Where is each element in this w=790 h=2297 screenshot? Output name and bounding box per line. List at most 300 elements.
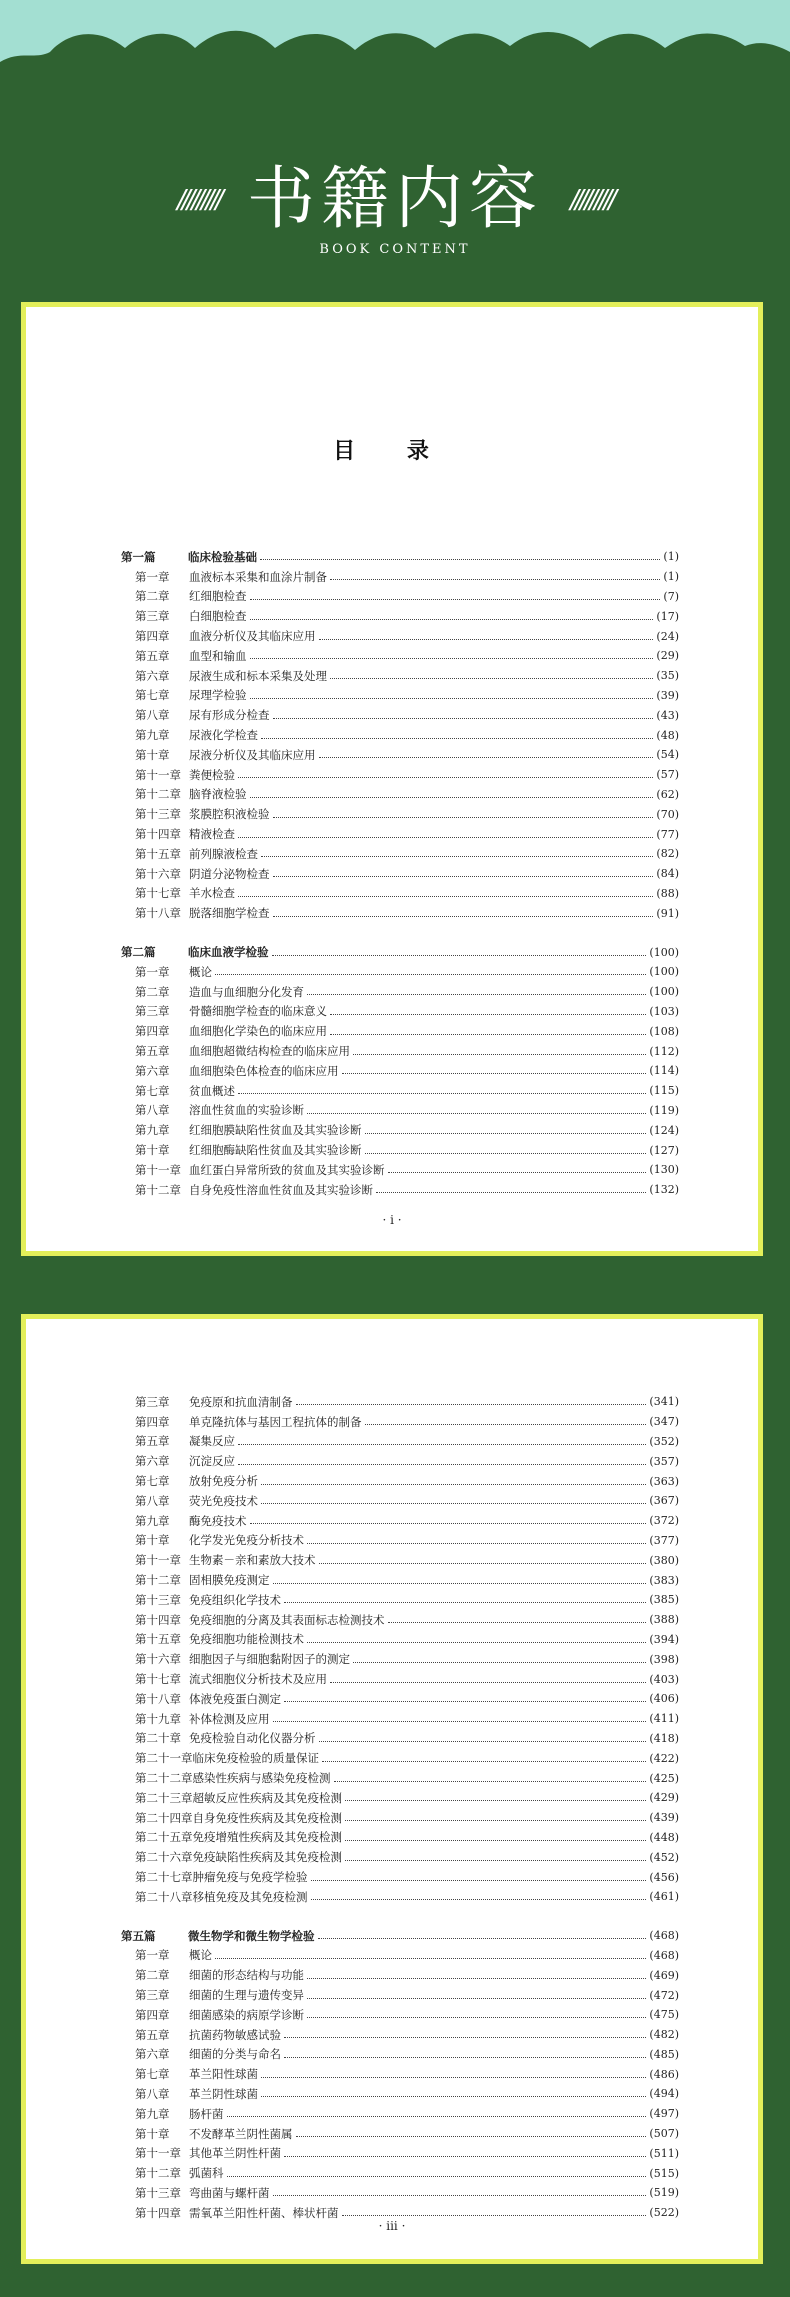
entry-title: 放射免疫分析 xyxy=(189,1474,258,1489)
entry-title: 自身免疫性溶血性贫血及其实验诊断 xyxy=(189,1182,373,1197)
leader-dots xyxy=(330,1034,646,1035)
toc-chapter-entry[interactable] xyxy=(121,1669,679,1689)
leader-dots xyxy=(296,1404,647,1405)
entry-number: 第十四章 xyxy=(135,827,181,842)
leader-dots xyxy=(273,2195,647,2196)
toc-chapter-entry[interactable] xyxy=(121,2124,679,2144)
entry-number: 第九章 xyxy=(135,1513,170,1528)
toc-chapter-entry[interactable] xyxy=(121,1180,679,1200)
entry-number: 第二十八章 xyxy=(135,1889,193,1904)
leader-dots xyxy=(273,817,654,818)
entry-number: 第八章 xyxy=(135,1493,170,1508)
slash-decoration-right: ///////// xyxy=(570,185,613,215)
entry-page: (418) xyxy=(649,1731,679,1745)
leader-dots xyxy=(284,2156,646,2157)
entry-title: 沉淀反应 xyxy=(189,1454,235,1469)
entry-title: 超敏反应性疾病及其免疫检测 xyxy=(192,1790,342,1805)
toc-list xyxy=(121,1392,679,2223)
entry-number: 第十四章 xyxy=(135,2205,181,2220)
leader-dots xyxy=(353,1054,646,1055)
entry-number: 第二十一章 xyxy=(135,1751,193,1766)
entry-page: (70) xyxy=(656,807,679,821)
entry-number: 第三章 xyxy=(135,1394,170,1409)
entry-page: (100) xyxy=(649,965,679,979)
toc-chapter-entry[interactable] xyxy=(121,705,679,725)
entry-page: (35) xyxy=(656,669,679,683)
entry-title: 免疫原和抗血清制备 xyxy=(189,1394,293,1409)
entry-title: 尿液生成和标本采集及处理 xyxy=(189,668,327,683)
leader-dots xyxy=(296,2136,647,2137)
entry-page: (100) xyxy=(649,985,679,999)
entry-number: 第十一章 xyxy=(135,767,181,782)
leader-dots xyxy=(388,1622,647,1623)
toc-chapter-entry[interactable] xyxy=(121,587,679,607)
toc-chapter-entry[interactable] xyxy=(121,2025,679,2045)
entry-page: (57) xyxy=(656,768,679,782)
entry-number: 第十五章 xyxy=(135,846,181,861)
entry-title: 免疫检验自动化仪器分析 xyxy=(189,1731,316,1746)
toc-chapter-entry[interactable] xyxy=(121,686,679,706)
entry-page: (347) xyxy=(649,1415,679,1429)
leader-dots xyxy=(273,1721,647,1722)
leader-dots xyxy=(330,1014,646,1015)
entry-title: 生物素－亲和素放大技术 xyxy=(189,1553,316,1568)
entry-page: (1) xyxy=(663,550,679,564)
entry-title: 免疫细胞的分离及其表面标志检测技术 xyxy=(189,1612,385,1627)
entry-number: 第十三章 xyxy=(135,807,181,822)
entry-number: 第六章 xyxy=(135,2047,170,2062)
entry-page: (468) xyxy=(649,1948,679,1962)
page-number: · iii · xyxy=(378,2219,406,2233)
toc-chapter-entry[interactable] xyxy=(121,1531,679,1551)
toc-part-entry[interactable] xyxy=(121,547,679,567)
entry-page: (515) xyxy=(649,2166,679,2180)
toc-chapter-entry[interactable] xyxy=(121,765,679,785)
toc-chapter-entry[interactable] xyxy=(121,804,679,824)
entry-number: 第二十四章 xyxy=(135,1810,193,1825)
leader-dots xyxy=(260,559,660,560)
entry-page: (388) xyxy=(649,1613,679,1627)
leader-dots xyxy=(307,994,646,995)
entry-title: 脑脊液检验 xyxy=(189,787,247,802)
entry-title: 肿瘤免疫与免疫学检验 xyxy=(192,1870,308,1885)
entry-page: (380) xyxy=(649,1553,679,1567)
entry-title: 尿有形成分检查 xyxy=(189,708,270,723)
entry-title: 临床血液学检验 xyxy=(188,945,269,960)
entry-title: 革兰阳性球菌 xyxy=(189,2067,258,2082)
toc-chapter-entry[interactable] xyxy=(121,2183,679,2203)
leader-dots xyxy=(319,1563,647,1564)
entry-number: 第二十二章 xyxy=(135,1771,193,1786)
entry-number: 第九章 xyxy=(135,2106,170,2121)
leader-dots xyxy=(330,678,653,679)
entry-number: 第四章 xyxy=(135,1414,170,1429)
entry-title: 粪便检验 xyxy=(189,767,235,782)
entry-page: (394) xyxy=(649,1632,679,1646)
entry-page: (494) xyxy=(649,2087,679,2101)
entry-title: 细菌的形态结构与功能 xyxy=(189,1968,304,1983)
entry-page: (367) xyxy=(649,1494,679,1508)
toc-chapter-entry[interactable] xyxy=(121,1610,679,1630)
entry-page: (511) xyxy=(649,2146,679,2160)
entry-number: 第十四章 xyxy=(135,1612,181,1627)
entry-title: 尿液化学检查 xyxy=(189,728,258,743)
leader-dots xyxy=(250,599,661,600)
toc-chapter-entry[interactable] xyxy=(121,1887,679,1907)
entry-title: 临床检验基础 xyxy=(188,549,257,564)
entry-number: 第十二章 xyxy=(135,1573,181,1588)
leader-dots xyxy=(238,837,653,838)
entry-number: 第九章 xyxy=(135,1123,170,1138)
entry-page: (100) xyxy=(649,945,679,959)
toc-chapter-entry[interactable] xyxy=(121,1412,679,1432)
entry-title: 补体检测及应用 xyxy=(189,1711,270,1726)
section-header xyxy=(0,150,790,270)
toc-chapter-entry[interactable] xyxy=(121,2104,679,2124)
entry-page: (452) xyxy=(649,1850,679,1864)
entry-number: 第八章 xyxy=(135,708,170,723)
entry-title: 抗菌药物敏感试验 xyxy=(189,2027,281,2042)
entry-number: 第四章 xyxy=(135,1024,170,1039)
toc-chapter-entry[interactable] xyxy=(121,1392,679,1412)
toc-chapter-entry[interactable] xyxy=(121,1808,679,1828)
entry-title: 造血与血细胞分化发育 xyxy=(189,984,304,999)
leader-dots xyxy=(365,1153,647,1154)
leader-dots xyxy=(272,955,647,956)
entry-page: (429) xyxy=(649,1791,679,1805)
leader-dots xyxy=(215,974,646,975)
entry-title: 凝集反应 xyxy=(189,1434,235,1449)
toc-chapter-entry[interactable] xyxy=(121,2005,679,2025)
entry-title: 细菌的生理与遗传变异 xyxy=(189,1988,304,2002)
entry-title: 白细胞检查 xyxy=(189,609,247,624)
entry-number: 第九章 xyxy=(135,728,170,743)
toc-chapter-entry[interactable] xyxy=(121,725,679,745)
entry-page: (88) xyxy=(656,886,679,900)
toc-heading: 目 录 xyxy=(333,438,451,464)
toc-chapter-entry[interactable] xyxy=(121,1709,679,1729)
toc-chapter-entry[interactable] xyxy=(121,1550,679,1570)
entry-number: 第二十章 xyxy=(135,1731,181,1746)
entry-title: 临床免疫检验的质量保证 xyxy=(192,1751,319,1766)
toc-chapter-entry[interactable] xyxy=(121,962,679,982)
leader-dots xyxy=(238,1093,646,1094)
toc-chapter-entry[interactable] xyxy=(121,1140,679,1160)
entry-number: 第一章 xyxy=(135,964,170,979)
leader-dots xyxy=(307,1642,646,1643)
leader-dots xyxy=(227,2176,647,2177)
leader-dots xyxy=(273,916,654,917)
toc-chapter-entry[interactable] xyxy=(121,1729,679,1749)
toc-chapter-entry[interactable] xyxy=(121,1649,679,1669)
entry-title: 免疫细胞功能检测技术 xyxy=(189,1632,304,1647)
entry-title: 流式细胞仪分析技术及应用 xyxy=(189,1672,327,1687)
toc-chapter-entry[interactable] xyxy=(121,864,679,884)
entry-number: 第八章 xyxy=(135,1103,170,1118)
entry-page: (115) xyxy=(649,1084,679,1098)
entry-number: 第五章 xyxy=(135,1434,170,1449)
entry-page: (482) xyxy=(649,2028,679,2042)
leader-dots xyxy=(319,757,654,758)
entry-title: 羊水检查 xyxy=(189,886,235,901)
entry-title: 体液免疫蛋白测定 xyxy=(189,1691,281,1706)
entry-title: 细菌的分类与命名 xyxy=(189,2047,281,2062)
leader-dots xyxy=(261,1484,646,1485)
entry-page: (103) xyxy=(649,1004,679,1018)
entry-number: 第十三章 xyxy=(135,2185,181,2200)
entry-page: (507) xyxy=(649,2127,679,2141)
toc-chapter-entry[interactable] xyxy=(121,1471,679,1491)
toc-chapter-entry[interactable] xyxy=(121,1120,679,1140)
entry-number: 第四章 xyxy=(135,2007,170,2022)
entry-page: (472) xyxy=(649,1988,679,2002)
entry-page: (377) xyxy=(649,1533,679,1547)
toc-chapter-entry[interactable] xyxy=(121,2163,679,2183)
entry-page: (39) xyxy=(656,688,679,702)
toc-chapter-entry[interactable] xyxy=(121,1768,679,1788)
entry-title: 免疫缺陷性疾病及其免疫检测 xyxy=(192,1850,342,1865)
section-title: 书籍内容 xyxy=(246,160,543,239)
toc-chapter-entry[interactable] xyxy=(121,626,679,646)
toc-chapter-entry[interactable] xyxy=(121,844,679,864)
leader-dots xyxy=(238,777,653,778)
toc-chapter-entry[interactable] xyxy=(121,1021,679,1041)
entry-page: (485) xyxy=(649,2047,679,2061)
toc-spacer xyxy=(121,1907,679,1926)
leader-dots xyxy=(342,1073,647,1074)
entry-title: 浆膜腔积液检验 xyxy=(189,807,270,822)
entry-title: 精液检查 xyxy=(189,827,235,842)
entry-number: 第五章 xyxy=(135,2027,170,2042)
section-subtitle: BOOK CONTENT xyxy=(319,242,471,257)
leader-dots xyxy=(345,1860,646,1861)
entry-title: 阴道分泌物检查 xyxy=(189,866,270,881)
entry-title: 化学发光免疫分析技术 xyxy=(189,1533,304,1548)
entry-page: (398) xyxy=(649,1652,679,1666)
toc-chapter-entry[interactable] xyxy=(121,1081,679,1101)
entry-page: (468) xyxy=(649,1929,679,1943)
toc-chapter-entry[interactable] xyxy=(121,1867,679,1887)
toc-chapter-entry[interactable] xyxy=(121,2064,679,2084)
leader-dots xyxy=(345,1800,646,1801)
entry-number: 第六章 xyxy=(135,1454,170,1469)
entry-title: 革兰阴性球菌 xyxy=(189,2086,258,2101)
entry-page: (119) xyxy=(649,1103,679,1117)
entry-title: 酶免疫技术 xyxy=(189,1513,247,1528)
toc-chapter-entry[interactable] xyxy=(121,1570,679,1590)
entry-title: 其他革兰阴性杆菌 xyxy=(189,2146,281,2161)
entry-number: 第十一章 xyxy=(135,1162,181,1177)
toc-chapter-entry[interactable] xyxy=(121,1160,679,1180)
toc-chapter-entry[interactable] xyxy=(121,884,679,904)
entry-page: (54) xyxy=(656,748,679,762)
leader-dots xyxy=(307,1543,646,1544)
entry-number: 第六章 xyxy=(135,668,170,683)
toc-list xyxy=(121,547,679,1200)
toc-chapter-entry[interactable] xyxy=(121,982,679,1002)
entry-title: 血细胞染色体检查的临床应用 xyxy=(189,1063,339,1078)
leader-dots xyxy=(238,1444,646,1445)
leader-dots xyxy=(284,2057,646,2058)
entry-number: 第十一章 xyxy=(135,1553,181,1568)
entry-number: 第二十六章 xyxy=(135,1850,193,1865)
leader-dots xyxy=(284,1701,646,1702)
entry-page: (77) xyxy=(656,827,679,841)
toc-part-entry[interactable] xyxy=(121,1926,679,1946)
entry-page: (29) xyxy=(656,649,679,663)
toc-chapter-entry[interactable] xyxy=(121,2143,679,2163)
leader-dots xyxy=(261,1503,646,1504)
toc-chapter-entry[interactable] xyxy=(121,903,679,923)
entry-page: (17) xyxy=(656,609,679,623)
toc-chapter-entry[interactable] xyxy=(121,1101,679,1121)
toc-chapter-entry[interactable] xyxy=(121,1965,679,1985)
entry-page: (341) xyxy=(649,1395,679,1409)
entry-title: 免疫组织化学技术 xyxy=(189,1592,281,1607)
toc-chapter-entry[interactable] xyxy=(121,1451,679,1471)
entry-title: 前列腺液检查 xyxy=(189,846,258,861)
entry-title: 骨髓细胞学检查的临床意义 xyxy=(189,1004,327,1019)
entry-title: 概论 xyxy=(189,964,212,979)
entry-title: 脱落细胞学检查 xyxy=(189,906,270,921)
leader-dots xyxy=(319,639,654,640)
toc-chapter-entry[interactable] xyxy=(121,1788,679,1808)
toc-chapter-entry[interactable] xyxy=(121,1748,679,1768)
leader-dots xyxy=(284,1602,646,1603)
toc-spacer xyxy=(121,923,679,942)
entry-page: (383) xyxy=(649,1573,679,1587)
leader-dots xyxy=(250,1523,647,1524)
entry-title: 概论 xyxy=(189,1948,212,1963)
leader-dots xyxy=(365,1424,647,1425)
entry-number: 第五章 xyxy=(135,648,170,663)
leader-dots xyxy=(376,1192,646,1193)
toc-chapter-entry[interactable] xyxy=(121,1985,679,2005)
entry-page: (84) xyxy=(656,867,679,881)
toc-chapter-entry[interactable] xyxy=(121,824,679,844)
entry-page: (127) xyxy=(649,1143,679,1157)
entry-number: 第十二章 xyxy=(135,787,181,802)
entry-number: 第七章 xyxy=(135,688,170,703)
leader-dots xyxy=(238,896,653,897)
entry-page: (352) xyxy=(649,1434,679,1448)
entry-page: (62) xyxy=(656,787,679,801)
entry-number: 第十章 xyxy=(135,1533,170,1548)
entry-title: 不发酵革兰阴性菌属 xyxy=(189,2126,293,2141)
toc-chapter-entry[interactable] xyxy=(121,1590,679,1610)
leader-dots xyxy=(261,2077,646,2078)
entry-number: 第二十五章 xyxy=(135,1830,193,1845)
toc-chapter-entry[interactable] xyxy=(121,567,679,587)
entry-page: (363) xyxy=(649,1474,679,1488)
leader-dots xyxy=(238,1464,646,1465)
entry-title: 血细胞化学染色的临床应用 xyxy=(189,1024,327,1039)
toc-chapter-entry[interactable] xyxy=(121,1002,679,1022)
entry-title: 微生物学和微生物学检验 xyxy=(188,1928,315,1943)
toc-chapter-entry[interactable] xyxy=(121,1491,679,1511)
leader-dots xyxy=(342,2215,647,2216)
entry-number: 第十二章 xyxy=(135,2166,181,2181)
toc-chapter-entry[interactable] xyxy=(121,1946,679,1966)
entry-number: 第十九章 xyxy=(135,1711,181,1726)
entry-page: (422) xyxy=(649,1751,679,1765)
entry-title: 移植免疫及其免疫检测 xyxy=(192,1889,308,1904)
entry-page: (475) xyxy=(649,2008,679,2022)
entry-number: 第七章 xyxy=(135,2067,170,2082)
toc-chapter-entry[interactable] xyxy=(121,666,679,686)
entry-title: 弧菌科 xyxy=(189,2166,224,2181)
toc-chapter-entry[interactable] xyxy=(121,1847,679,1867)
toc-chapter-entry[interactable] xyxy=(121,1630,679,1650)
entry-number: 第二十三章 xyxy=(135,1790,193,1805)
entry-page: (91) xyxy=(656,906,679,920)
toc-chapter-entry[interactable] xyxy=(121,1061,679,1081)
entry-title: 自身免疫性疾病及其免疫检测 xyxy=(192,1810,342,1825)
toc-chapter-entry[interactable] xyxy=(121,2045,679,2065)
leader-dots xyxy=(330,1682,646,1683)
entry-page: (406) xyxy=(649,1692,679,1706)
entry-number: 第二十七章 xyxy=(135,1870,193,1885)
toc-chapter-entry[interactable] xyxy=(121,606,679,626)
entry-page: (82) xyxy=(656,847,679,861)
entry-page: (357) xyxy=(649,1454,679,1468)
leader-dots xyxy=(273,876,654,877)
entry-page: (48) xyxy=(656,728,679,742)
toc-chapter-entry[interactable] xyxy=(121,1432,679,1452)
entry-page: (519) xyxy=(649,2186,679,2200)
toc-chapter-entry[interactable] xyxy=(121,1689,679,1709)
entry-title: 红细胞酶缺陷性贫血及其实验诊断 xyxy=(189,1143,362,1157)
toc-chapter-entry[interactable] xyxy=(121,1828,679,1848)
leader-dots xyxy=(345,1820,646,1821)
entry-title: 尿理学检验 xyxy=(189,688,247,703)
entry-page: (411) xyxy=(649,1712,679,1726)
entry-page: (439) xyxy=(649,1811,679,1825)
entry-title: 红细胞膜缺陷性贫血及其实验诊断 xyxy=(189,1123,362,1138)
entry-page: (461) xyxy=(649,1890,679,1904)
toc-page-2 xyxy=(21,1314,763,2264)
leader-dots xyxy=(250,698,654,699)
entry-page: (385) xyxy=(649,1593,679,1607)
entry-number: 第五章 xyxy=(135,1044,170,1059)
entry-number: 第十七章 xyxy=(135,886,181,901)
toc-chapter-entry[interactable] xyxy=(121,2084,679,2104)
leader-dots xyxy=(250,658,654,659)
leader-dots xyxy=(353,1662,646,1663)
entry-title: 血液标本采集和血涂片制备 xyxy=(189,569,327,584)
toc-part-entry[interactable] xyxy=(121,942,679,962)
entry-number: 第四章 xyxy=(135,629,170,644)
toc-chapter-entry[interactable] xyxy=(121,1041,679,1061)
entry-number: 第二章 xyxy=(135,589,170,604)
leader-dots xyxy=(365,1133,647,1134)
entry-page: (469) xyxy=(649,1968,679,1982)
leader-dots xyxy=(345,1840,646,1841)
toc-chapter-entry[interactable] xyxy=(121,745,679,765)
leader-dots xyxy=(307,1998,646,1999)
entry-title: 感染性疾病与感染免疫检测 xyxy=(192,1771,331,1786)
entry-page: (425) xyxy=(649,1771,679,1785)
toc-chapter-entry[interactable] xyxy=(121,646,679,666)
entry-page: (486) xyxy=(649,2067,679,2081)
entry-title: 弯曲菌与螺杆菌 xyxy=(189,2185,270,2200)
toc-chapter-entry[interactable] xyxy=(121,785,679,805)
entry-title: 尿液分析仪及其临床应用 xyxy=(189,747,316,762)
leader-dots xyxy=(322,1761,646,1762)
toc-chapter-entry[interactable] xyxy=(121,1511,679,1531)
leader-dots xyxy=(334,1781,647,1782)
entry-number: 第八章 xyxy=(135,2086,170,2101)
